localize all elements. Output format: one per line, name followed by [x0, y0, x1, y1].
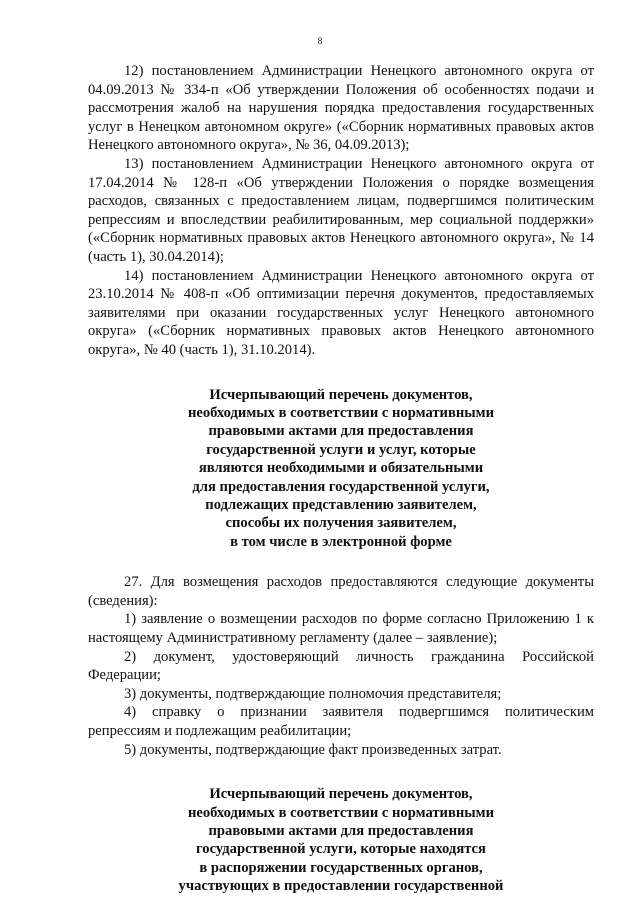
section-heading-documents-in-possession: [121, 785, 561, 895]
heading-line: государственной услуги, которые находятся: [196, 841, 486, 858]
list-item-13: 13) постановлением Администрации Ненецкого автономного округа от 17.04.2014 № 128-п «Об утверждении Положения о порядке возмещения расходов, связанных с предоставлением лицам, подвергшимся политическим репрессиям и впоследствии реабилитированным, мер социальной поддержки» («Сборник нормативных правовых актов Ненецкого автономного округа», № 14 (часть 1), 30.04.2014);: [88, 155, 594, 265]
heading-line: Исчерпывающий перечень документов,: [209, 386, 473, 403]
heading-line: для предоставления государственной услуги,: [192, 478, 490, 495]
clause-27-item-1: 1) заявление о возмещении расходов по форме согласно Приложению 1 к настоящему Административному регламенту (далее – заявление);: [88, 611, 594, 646]
heading-line: необходимых в соответствии с нормативными: [188, 404, 494, 421]
clause-27-item-4: 4) справку о признании заявителя подвергшимся политическим репрессиям и подлежащим реабилитации;: [88, 704, 594, 739]
heading-line: Исчерпывающий перечень документов,: [209, 786, 473, 803]
page-number: 8: [317, 36, 323, 46]
clause-27-item-3: 3) документы, подтверждающие полномочия представителя;: [124, 685, 502, 702]
heading-line: в распоряжении государственных органов,: [199, 859, 483, 876]
heading-line: правовыми актами для предоставления: [208, 822, 474, 839]
heading-line: участвующих в предоставлении государственной: [178, 878, 504, 895]
heading-line: в том числе в электронной форме: [230, 533, 452, 550]
clause-27-intro: 27. Для возмещения расходов предоставляются следующие документы (сведения):: [88, 574, 594, 609]
clause-27-item-5: 5) документы, подтверждающие факт произведенных затрат.: [124, 741, 502, 758]
heading-line: являются необходимыми и обязательными: [198, 460, 484, 477]
document-body: [88, 62, 594, 896]
heading-line: государственной услуги и услуг, которые: [206, 441, 476, 458]
heading-line: способы их получения заявителем,: [225, 515, 457, 532]
clause-27-item-2: 2) документ, удостоверяющий личность гражданина Российской Федерации;: [88, 648, 594, 684]
heading-line: необходимых в соответствии с нормативными: [188, 804, 494, 821]
section-heading-documents-list: [121, 386, 561, 552]
heading-line: правовыми актами для предоставления: [208, 423, 474, 440]
heading-line: подлежащих представлению заявителем,: [205, 496, 477, 513]
list-item-14: 14) постановлением Администрации Ненецкого автономного округа от 23.10.2014 № 408-п «Об оптимизации перечня документов, предоставляемых заявителями при оказании государственных услуг Ненецкого автономного округа» («Сборник нормативных правовых актов Ненецкого автономного округа», № 40 (часть 1), 31.10.2014).: [88, 267, 594, 358]
list-item-12: 12) постановлением Администрации Ненецкого автономного округа от 04.09.2013 № 334-п «Об утверждении Положения об особенностях подачи и рассмотрения жалоб на нарушения порядка предоставления государственных услуг в Ненецком автономном округе» («Сборник нормативных правовых актов Ненецкого автономного округа», № 36, 04.09.2013);: [88, 63, 594, 154]
